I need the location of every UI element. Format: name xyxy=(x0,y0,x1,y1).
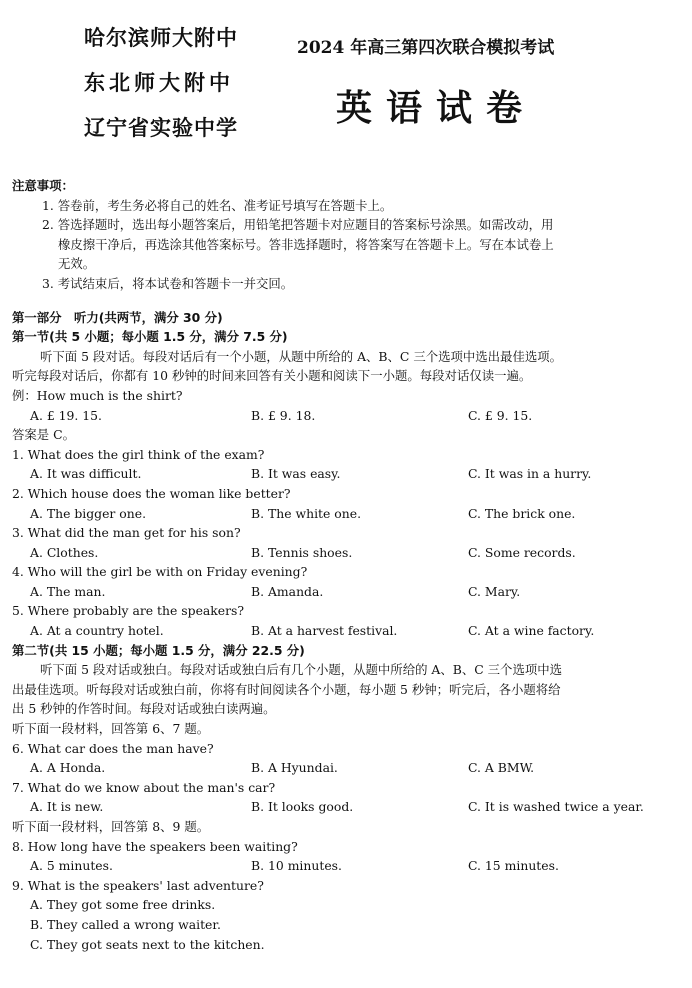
part-heading: 第一部分 听力(共两节，满分 30 分) xyxy=(12,309,223,325)
option-a: A. At a country hotel. xyxy=(30,623,164,639)
option-b: B. Tennis shoes. xyxy=(251,544,353,560)
question-8: 8. How long have the speakers been waiting? xyxy=(12,838,298,854)
option-c: C. It is washed twice a year. xyxy=(468,799,644,815)
option-a: A. A Honda. xyxy=(30,760,106,776)
instructions-line: 听完每段对话后，你都有 10 秒钟的时间来回答有关小题和阅读下一小题。每段对话仅读一遍。 xyxy=(12,368,532,384)
option-b: B. It was easy. xyxy=(251,466,341,482)
option-b: B. The white one. xyxy=(251,505,362,521)
option-b: B. Amanda. xyxy=(251,583,324,599)
subject-title: 英语试卷 xyxy=(336,87,537,129)
option-b: B. At a harvest festival. xyxy=(251,623,398,639)
instructions-line: 听下面 5 段对话。每段对话后有一个小题，从题中所给的 A、B、C 三个选项中选出最佳选项。 xyxy=(40,348,563,364)
note-item: 1. 答卷前，考生务必将自己的姓名、准考证号填写在答题卡上。 xyxy=(42,197,393,213)
option-b: B. They called a wrong waiter. xyxy=(30,916,221,932)
question-2: 2. Which house does the woman like better? xyxy=(12,485,291,501)
option-b: B. A Hyundai. xyxy=(251,760,338,776)
question-2-options xyxy=(12,504,684,524)
section-heading: 第二节(共 15 小题；每小题 1.5 分，满分 22.5 分) xyxy=(12,642,305,658)
exam-title: 2024 年高三第四次联合模拟考试 xyxy=(297,38,555,58)
material-intro: 听下面一段材料，回答第 8、9 题。 xyxy=(12,819,210,834)
option-a: A. The bigger one. xyxy=(30,505,147,521)
option-a: A. Clothes. xyxy=(30,544,99,560)
school-name: 辽宁省实验中学 xyxy=(84,116,238,140)
exam-header xyxy=(0,0,692,150)
question-4: 4. Who will the girl be with on Friday evening? xyxy=(12,564,308,580)
option-c: C. £ 9. 15. xyxy=(468,407,533,423)
option-c: C. Mary. xyxy=(468,583,521,599)
example-answer: 答案是 C。 xyxy=(12,427,75,443)
option-b: B. 10 minutes. xyxy=(251,858,342,874)
material-intro: 听下面一段材料，回答第 6、7 题。 xyxy=(12,721,210,737)
school-name: 东北师大附中 xyxy=(84,71,234,95)
instructions-line: 出 5 秒钟的作答时间。每段对话或独白读两遍。 xyxy=(12,701,276,717)
option-a: A. They got some free drinks. xyxy=(30,897,216,913)
question-8-options xyxy=(12,856,684,876)
question-1: 1. What does the girl think of the exam? xyxy=(12,446,265,462)
question-6: 6. What car does the man have? xyxy=(12,740,214,756)
question-5-options xyxy=(12,621,684,641)
example-options xyxy=(12,406,684,426)
option-b: B. It looks good. xyxy=(251,799,354,815)
option-a: A. £ 19. 15. xyxy=(30,407,102,423)
school-name: 哈尔滨师大附中 xyxy=(84,26,238,50)
school-list xyxy=(84,22,238,157)
question-6-options xyxy=(12,758,684,778)
note-item-continued: 橡皮擦干净后，再选涂其他答案标号。答非选择题时，将答案写在答题卡上。写在本试卷上 xyxy=(58,236,554,252)
option-a: A. The man. xyxy=(30,583,106,599)
instructions-line: 听下面 5 段对话或独白。每段对话或独白后有几个小题，从题中所给的 A、B、C 三个选项中选 xyxy=(40,662,563,678)
question-4-options xyxy=(12,582,684,602)
option-b: B. £ 9. 18. xyxy=(251,407,316,423)
notes-heading: 注意事项： xyxy=(12,178,74,193)
instructions-line: 出最佳选项。听每段对话或独白前，你将有时间阅读各个小题，每小题 5 秒钟；听完后，各小题将给 xyxy=(12,681,561,697)
option-c: C. 15 minutes. xyxy=(468,858,559,874)
option-c: C. They got seats next to the kitchen. xyxy=(30,936,265,952)
option-c: C. At a wine factory. xyxy=(468,623,595,639)
option-c: C. A BMW. xyxy=(468,760,535,776)
question-7-options xyxy=(12,797,684,817)
question-5: 5. Where probably are the speakers? xyxy=(12,603,245,619)
section-heading: 第一节(共 5 小题；每小题 1.5 分，满分 7.5 分) xyxy=(12,329,288,345)
option-a: A. 5 minutes. xyxy=(30,858,113,874)
option-a: A. It was difficult. xyxy=(30,466,142,482)
question-3-options xyxy=(12,543,684,563)
question-7: 7. What do we know about the man's car? xyxy=(12,779,276,795)
question-9: 9. What is the speakers' last adventure? xyxy=(12,877,264,893)
note-item: 2. 答选择题时，选出每小题答案后，用铅笔把答题卡对应题目的答案标号涂黑。如需改动，用 xyxy=(42,217,554,233)
question-1-options xyxy=(12,464,684,484)
option-c: C. It was in a hurry. xyxy=(468,466,592,482)
note-item: 3. 考试结束后，将本试卷和答题卡一并交回。 xyxy=(42,275,294,291)
note-item-continued: 无效。 xyxy=(58,256,96,272)
option-a: A. It is new. xyxy=(30,799,104,815)
exam-content xyxy=(12,176,684,954)
option-c: C. Some records. xyxy=(468,544,576,560)
question-3: 3. What did the man get for his son? xyxy=(12,525,241,541)
option-c: C. The brick one. xyxy=(468,505,576,521)
example-question: 例：How much is the shirt? xyxy=(12,387,183,403)
